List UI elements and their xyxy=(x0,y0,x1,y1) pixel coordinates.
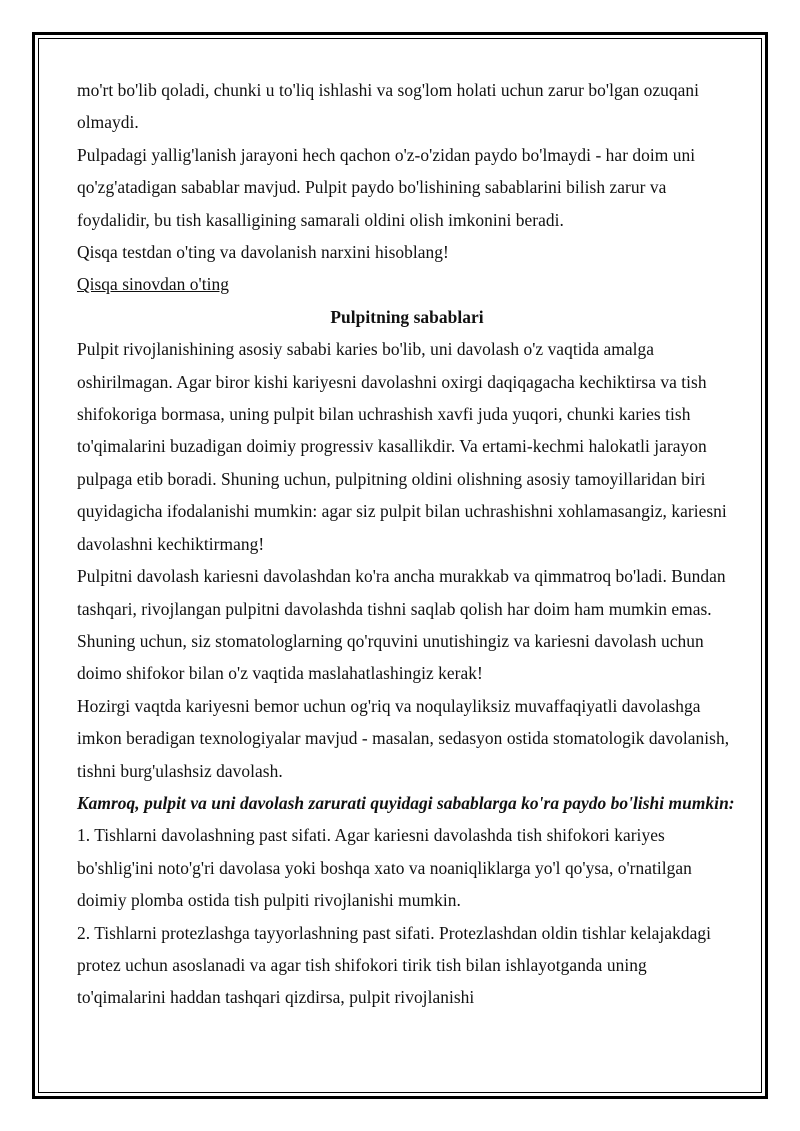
list-item: 2. Tishlarni protezlashga tayyorlashning past sifati. Protezlashdan oldin tishlar kelajakdagi protez uchun asoslanadi va agar tish shifokori tirik tish bilan ishlayotganda uning to'qimalarini haddan tashqari qizdirsa, pulpit rivojlanishi xyxy=(77,922,711,1008)
paragraph: Pulpit rivojlanishining asosiy sababi karies bo'lib, uni davolash o'z vaqtida amalga oshirilmagan. Agar biror kishi kariyesni davolashni oxirgi daqiqagacha kechiktirsa va tish shifokoriga bormasa, uning pulpit bilan uchrashish xavfi juda yuqori, chunki karies tish to'qimalarini buzadigan doimiy progressiv kasallikdir. Va ertami-kechmi halokatli jarayon pulpaga etib boradi. Shuning uchun, pulpitning oldini olishning asosiy tamoyillaridan biri quyidagicha ifodalanishi mumkin: agar siz pulpit bilan uchrashishni xohlamasangiz, kariesni davolashni kechiktirmang! xyxy=(77,339,727,554)
emphasis-paragraph: Kamroq, pulpit va uni davolash zarurati quyidagi sabablarga ko'ra paydo bo'lishi mumkin: xyxy=(77,792,735,813)
paragraph: Hozirgi vaqtda kariyesni bemor uchun og'riq va noqulayliksiz muvaffaqiyatli davolashga imkon beradigan texnologiyalar mavjud - masalan, sedasyon ostida stomatologik davolanish, tishni burg'ulashsiz davolash. xyxy=(77,695,730,781)
section-heading: Pulpitning sabablari xyxy=(330,306,484,327)
paragraph: Pulpadagi yallig'lanish jarayoni hech qachon o'z-o'zidan paydo bo'lmaydi - har doim uni qo'zg'atadigan sabablar mavjud. Pulpit paydo bo'lishining sabablarini bilish zarur va foydalidir, bu tish kasalligining samarali oldini olish imkonini beradi. xyxy=(77,144,696,230)
paragraph: Pulpitni davolash kariesni davolashdan ko'ra ancha murakkab va qimmatroq bo'ladi. Bundan tashqari, rivojlangan pulpitni davolashda tishni saqlab qolish har doim ham mumkin emas. Shuning uchun, siz stomatologlarning qo'rquvini unutishingiz va kariesni davolash uchun doimo shifokor bilan o'z vaqtida maslahatlashingiz kerak! xyxy=(77,566,726,684)
paragraph: mo'rt bo'lib qoladi, chunki u to'liq ishlashi va sog'lom holati uchun zarur bo'lgan ozuqani olmaydi. xyxy=(77,80,700,133)
document-body xyxy=(77,74,737,1014)
test-link[interactable]: Qisqa sinovdan o'ting xyxy=(77,274,229,295)
paragraph: Qisqa testdan o'ting va davolanish narxini hisoblang! xyxy=(77,242,449,263)
list-item: 1. Tishlarni davolashning past sifati. Agar kariesni davolashda tish shifokori kariyes bo'shlig'ini noto'g'ri davolasa yoki boshqa xato va noaniqliklarga yo'l qo'ysa, o'rnatilgan doimiy plomba ostida tish pulpiti rivojlanishi mumkin. xyxy=(77,825,692,911)
